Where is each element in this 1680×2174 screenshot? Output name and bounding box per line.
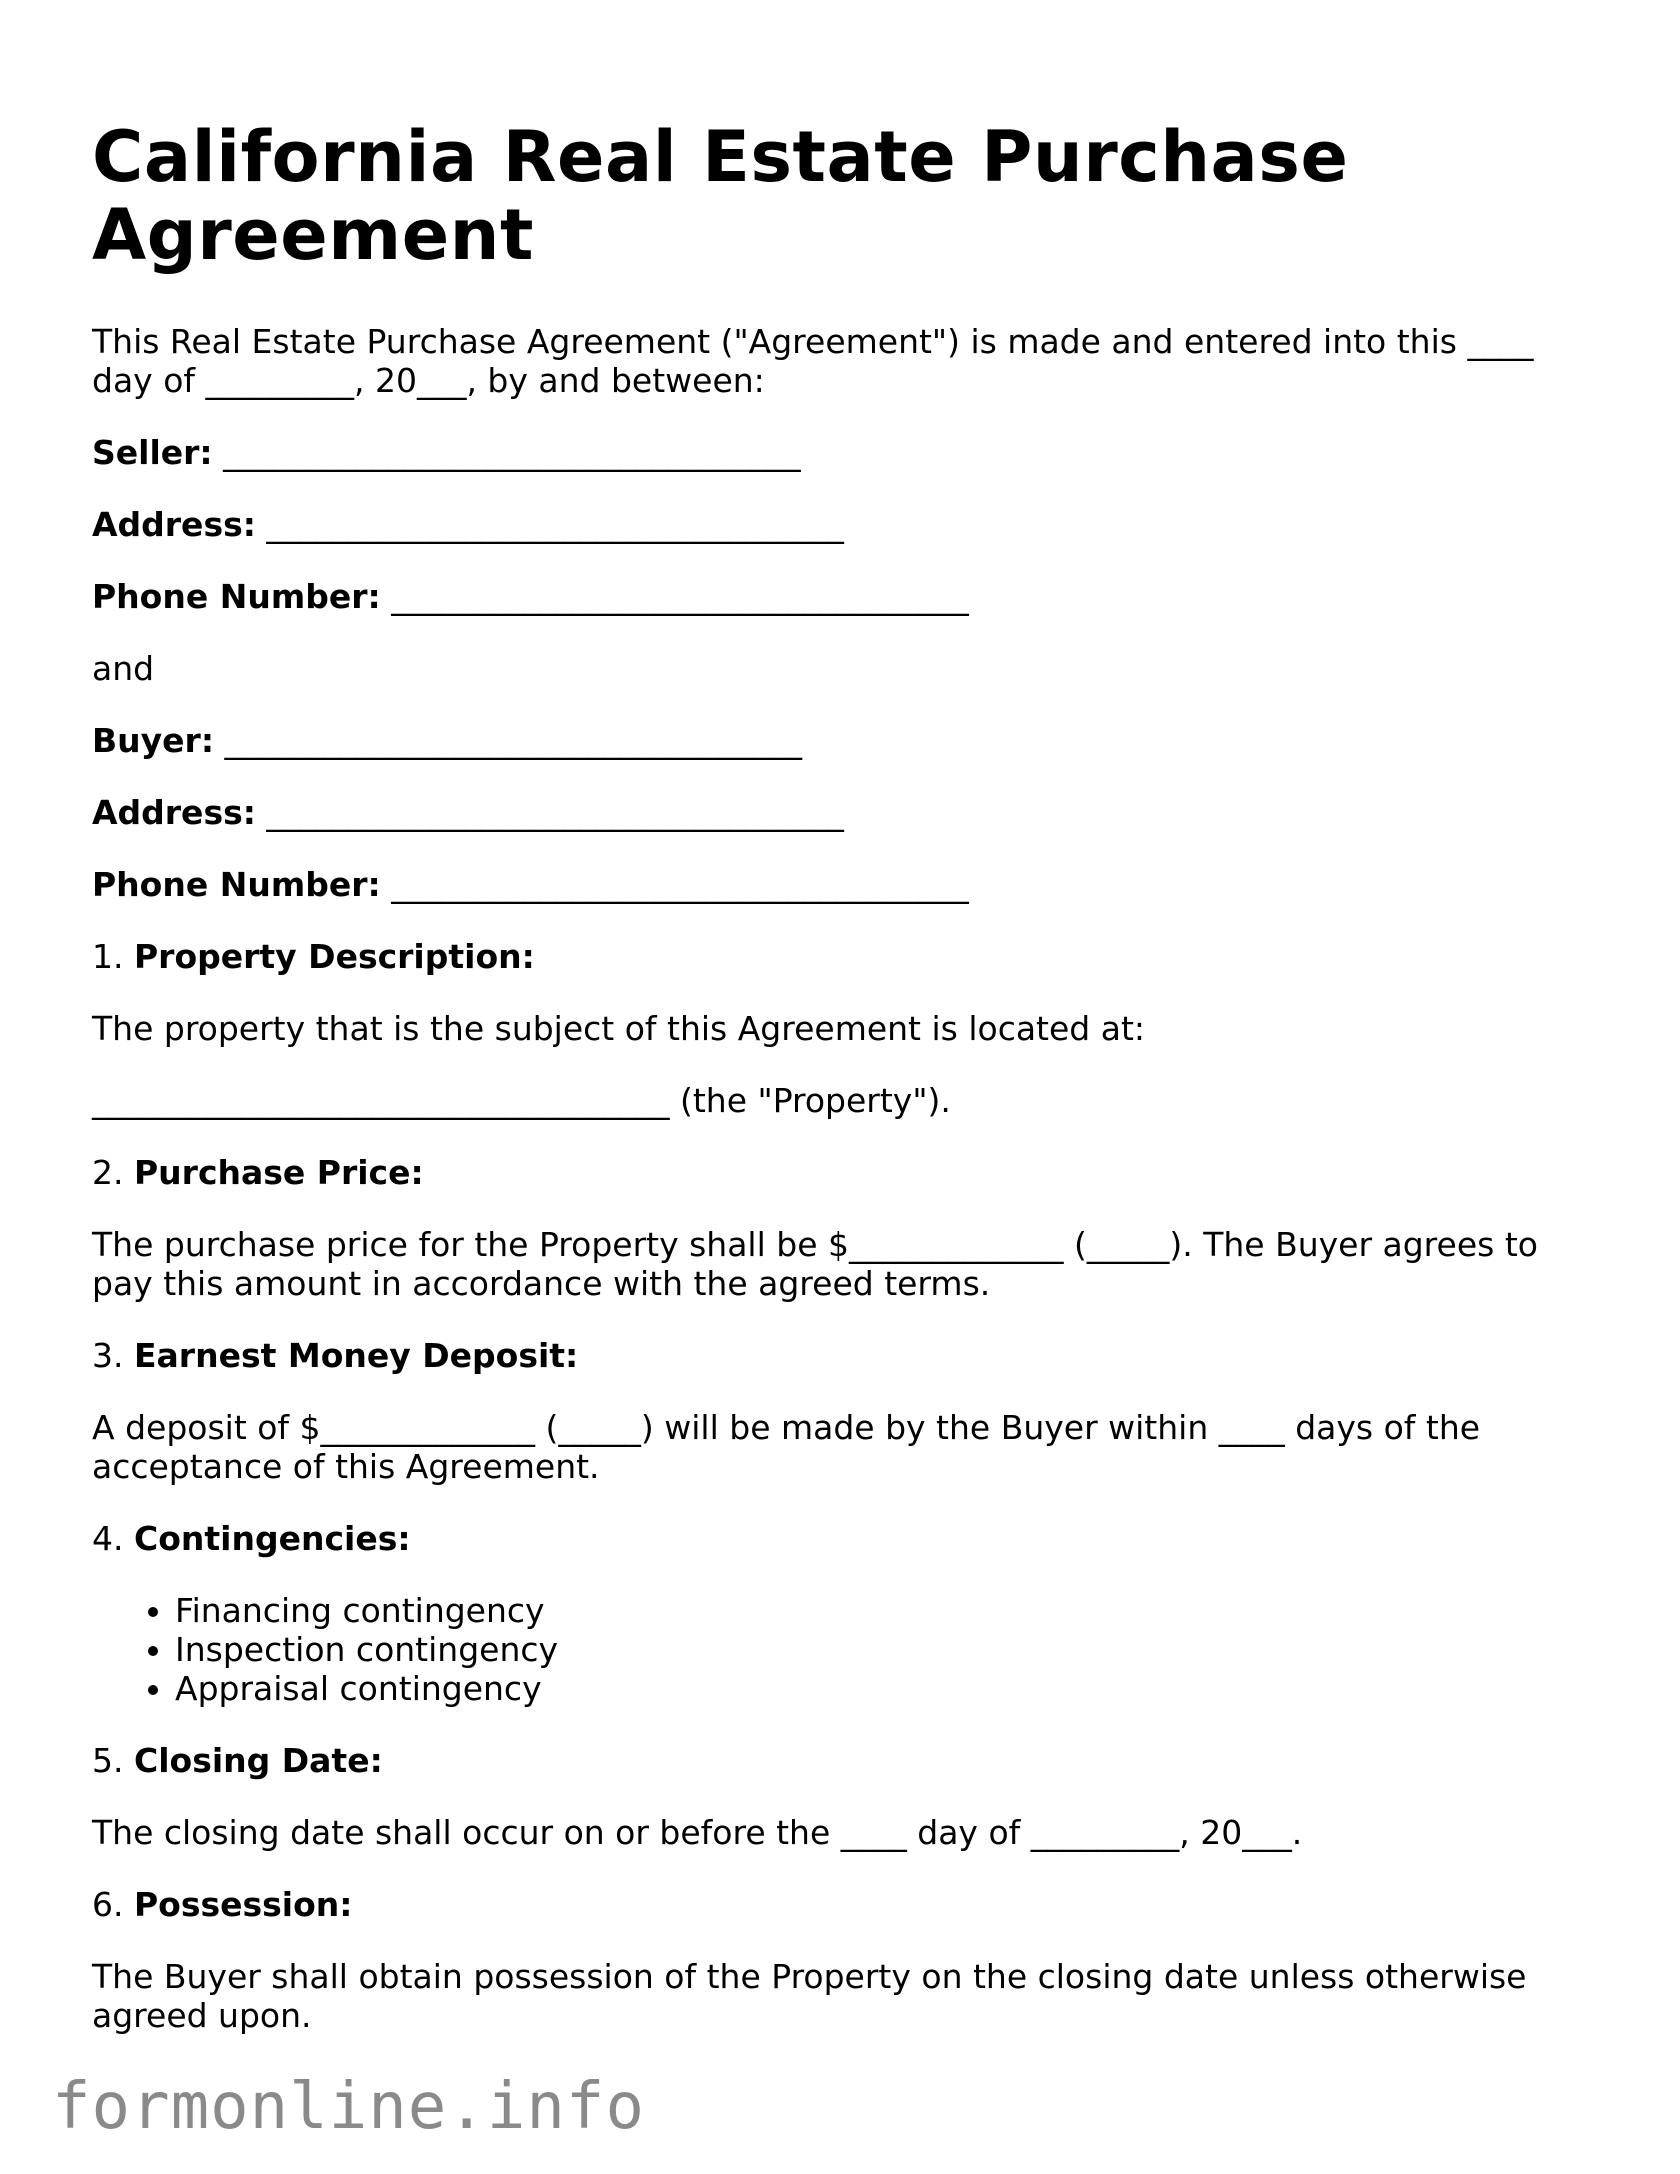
and-text: and <box>92 649 155 688</box>
intro-paragraph: This Real Estate Purchase Agreement ("Agreement") is made and entered into this ____ day of _________, 20___, by and between: <box>92 322 1534 400</box>
section-number: 4. <box>92 1519 124 1558</box>
buyer-name-line <box>92 721 1592 760</box>
section-title: Purchase Price: <box>134 1153 424 1192</box>
buyer-address-line <box>92 793 1592 832</box>
section-paragraph: The property that is the subject of this Agreement is located at: <box>92 1009 1146 1048</box>
seller-address-blank[interactable]: ___________________________________ <box>266 505 844 544</box>
buyer-name-label: Buyer: <box>92 721 215 760</box>
seller-address-label: Address: <box>92 505 256 544</box>
seller-phone-blank[interactable]: ___________________________________ <box>391 577 969 616</box>
seller-phone-line <box>92 577 1592 616</box>
document-page <box>92 118 1592 2068</box>
seller-name-label: Seller: <box>92 433 213 472</box>
section-number: 3. <box>92 1336 124 1375</box>
section-title: Possession: <box>134 1885 353 1924</box>
section-title: Contingencies: <box>134 1519 411 1558</box>
section-heading-purchase-price <box>92 1153 1592 1192</box>
section-heading-earnest-money <box>92 1336 1592 1375</box>
section-paragraph: The Buyer shall obtain possession of the Property on the closing date unless otherwise agreed upon. <box>92 1957 1527 2035</box>
section-paragraph: The purchase price for the Property shall be $_____________ (_____). The Buyer agrees to pay this amount in accordance with the agreed terms. <box>92 1225 1538 1303</box>
buyer-phone-line <box>92 865 1592 904</box>
section-paragraph: The closing date shall occur on or before the ____ day of _________, 20___. <box>92 1813 1303 1852</box>
section-paragraph: A deposit of $_____________ (_____) will be made by the Buyer within ____ days of the acceptance of this Agreement. <box>92 1408 1481 1486</box>
seller-name-blank[interactable]: ___________________________________ <box>223 433 801 472</box>
buyer-address-blank[interactable]: ___________________________________ <box>266 793 844 832</box>
section-number: 1. <box>92 937 124 976</box>
section-title: Closing Date: <box>134 1741 383 1780</box>
buyer-name-blank[interactable]: ___________________________________ <box>224 721 803 760</box>
watermark-text: formonline.info <box>52 2070 645 2144</box>
document-title: California Real Estate Purchase Agreement <box>92 116 1349 276</box>
buyer-phone-blank[interactable]: ___________________________________ <box>391 865 969 904</box>
section-heading-possession <box>92 1885 1592 1924</box>
section-title: Property Description: <box>134 937 535 976</box>
buyer-address-label: Address: <box>92 793 256 832</box>
seller-address-line <box>92 505 1592 544</box>
seller-name-line <box>92 433 1592 472</box>
list-item: • Financing contingency <box>175 1591 1592 1630</box>
contingency-list <box>92 1591 1592 1708</box>
section-heading-contingencies <box>92 1519 1592 1558</box>
section-number: 6. <box>92 1885 124 1924</box>
list-item: • Appraisal contingency <box>175 1669 1592 1708</box>
section-heading-closing-date <box>92 1741 1592 1780</box>
list-item: • Inspection contingency <box>175 1630 1592 1669</box>
property-address-blank[interactable]: ___________________________________ (the "Property"). <box>92 1081 951 1120</box>
section-heading-property-description <box>92 937 1592 976</box>
seller-phone-label: Phone Number: <box>92 577 381 616</box>
section-number: 5. <box>92 1741 124 1780</box>
section-title: Earnest Money Deposit: <box>134 1336 579 1375</box>
buyer-phone-label: Phone Number: <box>92 865 381 904</box>
section-number: 2. <box>92 1153 124 1192</box>
